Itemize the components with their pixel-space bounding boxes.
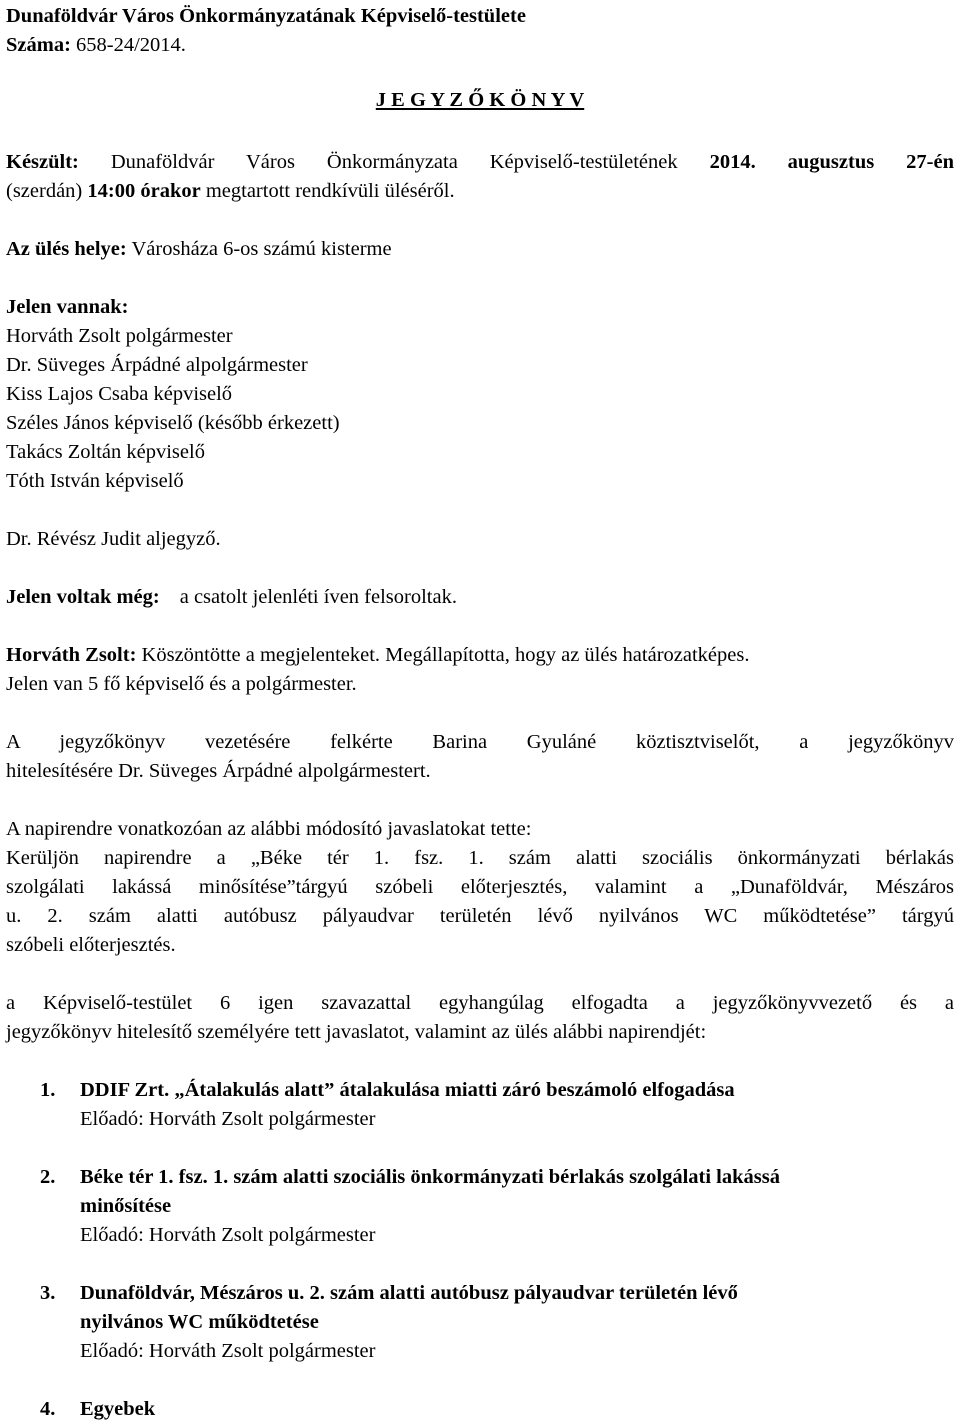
opening-text: Köszöntötte a megjelenteket. Megállapította, hogy az ülés határozatképes.	[136, 644, 750, 666]
agenda-presenter: Előadó: Horváth Zsolt polgármester	[80, 1108, 376, 1130]
agenda-title-cont: minősítése	[80, 1195, 172, 1217]
intro-line-1	[6, 148, 954, 177]
minutes-keeper-line-2: hitelesítésére Dr. Süveges Árpádné alpolgármestert.	[6, 760, 431, 782]
agenda-presenter: Előadó: Horváth Zsolt polgármester	[80, 1340, 376, 1362]
intro-text: Dunaföldvár Város Önkormányzata Képviselő-testületének	[78, 151, 710, 173]
agenda-number: 1.	[40, 1079, 56, 1101]
agenda-proposal-line-3	[6, 873, 954, 902]
agenda-title: Egyebek	[80, 1398, 156, 1420]
intro-line-2	[6, 177, 455, 206]
agenda-number: 2.	[40, 1166, 56, 1188]
document-title: J E G Y Z Ő K Ö N Y V	[375, 89, 585, 111]
attendee: Horváth Zsolt polgármester	[6, 325, 233, 347]
meeting-time: 14:00 órakor	[87, 180, 201, 202]
location-value: Városháza 6-os számú kisterme	[126, 238, 392, 260]
proposal-text: , valamint a „Dunaföldvár, Mészáros	[562, 876, 954, 898]
number-value: 658-24/2014.	[76, 34, 186, 56]
agenda-title: DDIF Zrt. „Átalakulás alatt” átalakulása miatti záró beszámoló elfogadása	[80, 1079, 735, 1101]
minutes-keeper-line-1: A jegyzőkönyv vezetésére felkérte Barina Gyuláné köztisztviselőt, a jegyzőkönyv	[6, 731, 954, 753]
intro-day: (szerdán)	[6, 180, 88, 202]
agenda-presenter: Előadó: Horváth Zsolt polgármester	[80, 1224, 376, 1246]
also-present-label: Jelen voltak még:	[6, 586, 160, 608]
attendee: Dr. Süveges Árpádné alpolgármester	[6, 354, 308, 376]
agenda-title: Béke tér 1. fsz. 1. szám alatti szociális önkormányzati bérlakás szolgálati lakássá	[80, 1166, 780, 1188]
opening-line-2: Jelen van 5 fő képviselő és a polgármester.	[6, 673, 357, 695]
document-number	[6, 31, 186, 60]
meeting-location	[6, 235, 392, 264]
attendees-label: Jelen vannak:	[6, 296, 129, 318]
agenda-proposal-line-5: szóbeli előterjesztés.	[6, 934, 176, 956]
proposal-text: szolgálati lakássá minősítése”tárgyú szóbeli előterjesztés	[6, 876, 563, 898]
organization-name: Dunaföldvár Város Önkormányzatának Képviselő-testülete	[6, 5, 526, 27]
agenda-number: 3.	[40, 1282, 56, 1304]
agenda-title-cont: nyilvános WC működtetése	[80, 1311, 319, 1333]
speaker-name: Horváth Zsolt:	[6, 644, 137, 666]
meeting-date: 2014. augusztus 27-én	[709, 151, 954, 173]
deputy-notary: Dr. Révész Judit aljegyző.	[6, 528, 221, 550]
also-present	[6, 583, 457, 612]
attendee: Kiss Lajos Csaba képviselő	[6, 383, 233, 405]
agenda-title: Dunaföldvár, Mészáros u. 2. szám alatti autóbusz pályaudvar területén lévő	[80, 1282, 738, 1304]
agenda-proposal-line-4: u. 2. szám alatti autóbusz pályaudvar területén lévő nyilvános WC működtetése” tárgyú	[6, 905, 954, 927]
agenda-proposal-line-2: Kerüljön napirendre a „Béke tér 1. fsz. 1. szám alatti szociális önkormányzati bérlakás	[6, 847, 954, 869]
agenda-number: 4.	[40, 1398, 56, 1420]
also-present-value: a csatolt jelenléti íven felsoroltak.	[179, 586, 457, 608]
vote-line-1: a Képviselő-testület 6 igen szavazattal egyhangúlag elfogadta a jegyzőkönyvvezető és a	[6, 992, 954, 1014]
location-label: Az ülés helye:	[6, 238, 127, 260]
attendee: Széles János képviselő (később érkezett)	[6, 412, 340, 434]
attendee: Tóth István képviselő	[6, 470, 184, 492]
agenda-proposal-line-1: A napirendre vonatkozóan az alábbi módosító javaslatokat tette:	[6, 818, 532, 840]
vote-line-2: jegyzőkönyv hitelesítő személyére tett javaslatot, valamint az ülés alábbi napirendjét:	[6, 1021, 707, 1043]
opening-line-1	[6, 641, 749, 670]
number-label: Száma:	[6, 34, 77, 56]
intro-label: Készült:	[6, 151, 79, 173]
intro-end: megtartott rendkívüli üléséről.	[200, 180, 455, 202]
attendee: Takács Zoltán képviselő	[6, 441, 205, 463]
